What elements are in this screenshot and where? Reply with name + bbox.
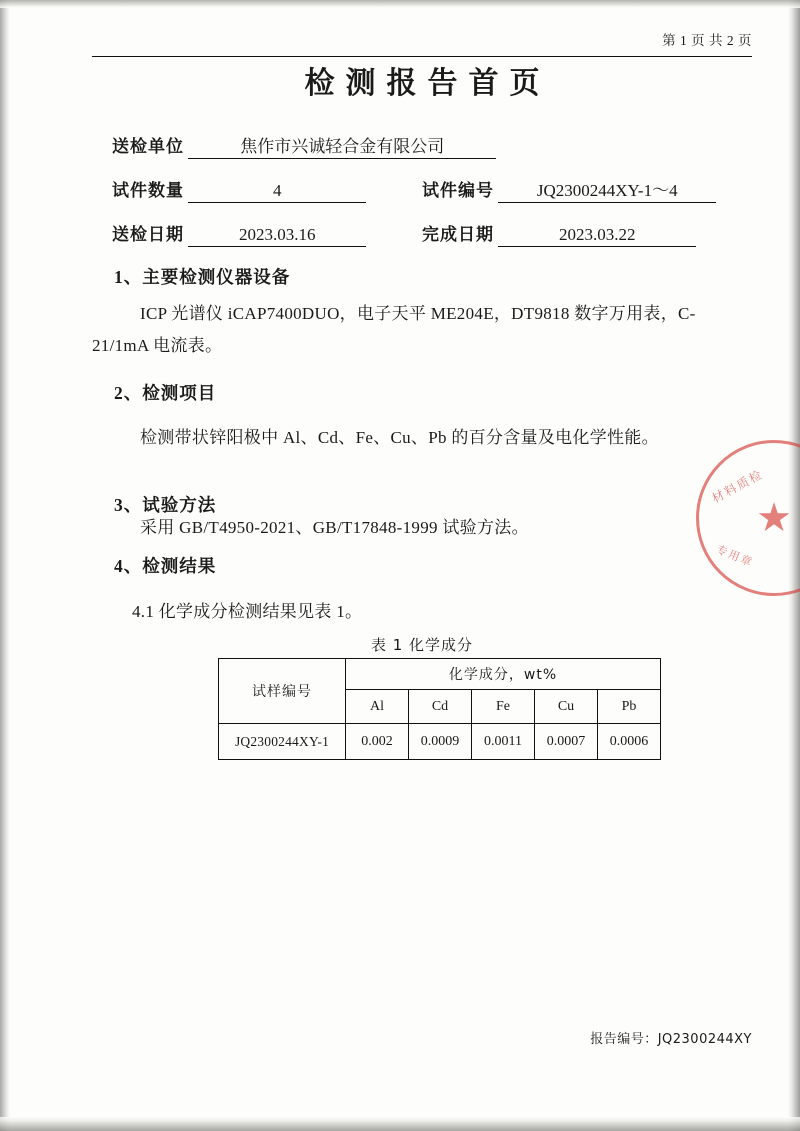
finish-date-value: 2023.03.22 <box>498 225 696 247</box>
unit-value: 焦作市兴诚轻合金有限公司 <box>188 132 496 159</box>
section-2-title: 2、检测项目 <box>114 383 217 403</box>
section-2-body: 检测带状锌阳极中 Al、Cd、Fe、Cu、Pb 的百分含量及电化学性能。 <box>140 428 659 447</box>
chemical-composition-table <box>218 658 661 760</box>
seal-top-text: 材料质检 <box>709 466 766 506</box>
section-1-title: 1、主要检测仪器设备 <box>114 267 291 287</box>
report-number-footer: 报告编号：JQ2300244XY <box>590 1032 752 1047</box>
section-4-body: 4.1 化学成分检测结果见表 1。 <box>132 602 363 621</box>
submit-date-label: 送检日期 <box>112 225 184 244</box>
table-col-pb: Pb <box>598 690 661 724</box>
table-cell-fe: 0.0011 <box>472 724 535 760</box>
field-row-quantity <box>112 176 366 203</box>
sample-no-value: JQ2300244XY-1～4 <box>498 176 716 203</box>
table-group-header: 化学成分，wt% <box>346 659 661 690</box>
table-cell-cu: 0.0007 <box>535 724 598 760</box>
seal-bottom-text: 专用章 <box>714 542 756 570</box>
quantity-value: 4 <box>188 181 366 203</box>
table-col-cu: Cu <box>535 690 598 724</box>
table-cell-sample-id: JQ2300244XY-1 <box>219 724 346 760</box>
header-rule <box>92 56 752 57</box>
table-row <box>219 724 661 760</box>
star-icon: ★ <box>756 495 792 540</box>
section-4-title: 4、检测结果 <box>114 556 217 576</box>
quantity-label: 试件数量 <box>112 181 184 200</box>
field-row-sample-no <box>422 176 716 203</box>
table-header-row-1 <box>219 659 661 690</box>
section-1-body: ICP 光谱仪 iCAP7400DUO，电子天平 ME204E，DT9818 数字万用表，C-21/1mA 电流表。 <box>92 304 696 355</box>
section-3-body: 采用 GB/T4950-2021、GB/T17848-1999 试验方法。 <box>140 518 529 537</box>
submit-date-value: 2023.03.16 <box>188 225 366 247</box>
table-cell-pb: 0.0006 <box>598 724 661 760</box>
table-col-cd: Cd <box>409 690 472 724</box>
section-3-title: 3、试验方法 <box>114 495 217 515</box>
document-content <box>92 0 752 1131</box>
field-row-unit <box>112 132 496 159</box>
field-row-submit-date <box>112 220 366 247</box>
finish-date-label: 完成日期 <box>422 225 494 244</box>
table-caption: 表 1 化学成分 <box>370 636 474 654</box>
scan-edge-left <box>0 0 10 1131</box>
table-col-fe: Fe <box>472 690 535 724</box>
table-cell-cd: 0.0009 <box>409 724 472 760</box>
page-indicator: 第 1 页 共 2 页 <box>662 33 752 48</box>
field-row-finish-date <box>422 220 696 247</box>
sample-no-label: 试件编号 <box>422 181 494 200</box>
table-cell-al: 0.002 <box>346 724 409 760</box>
table-col-al: Al <box>346 690 409 724</box>
unit-label: 送检单位 <box>112 137 184 156</box>
table-col-sample-header: 试样编号 <box>219 659 346 724</box>
scan-edge-right <box>788 0 800 1131</box>
page-title: 检测报告首页 <box>304 66 551 101</box>
